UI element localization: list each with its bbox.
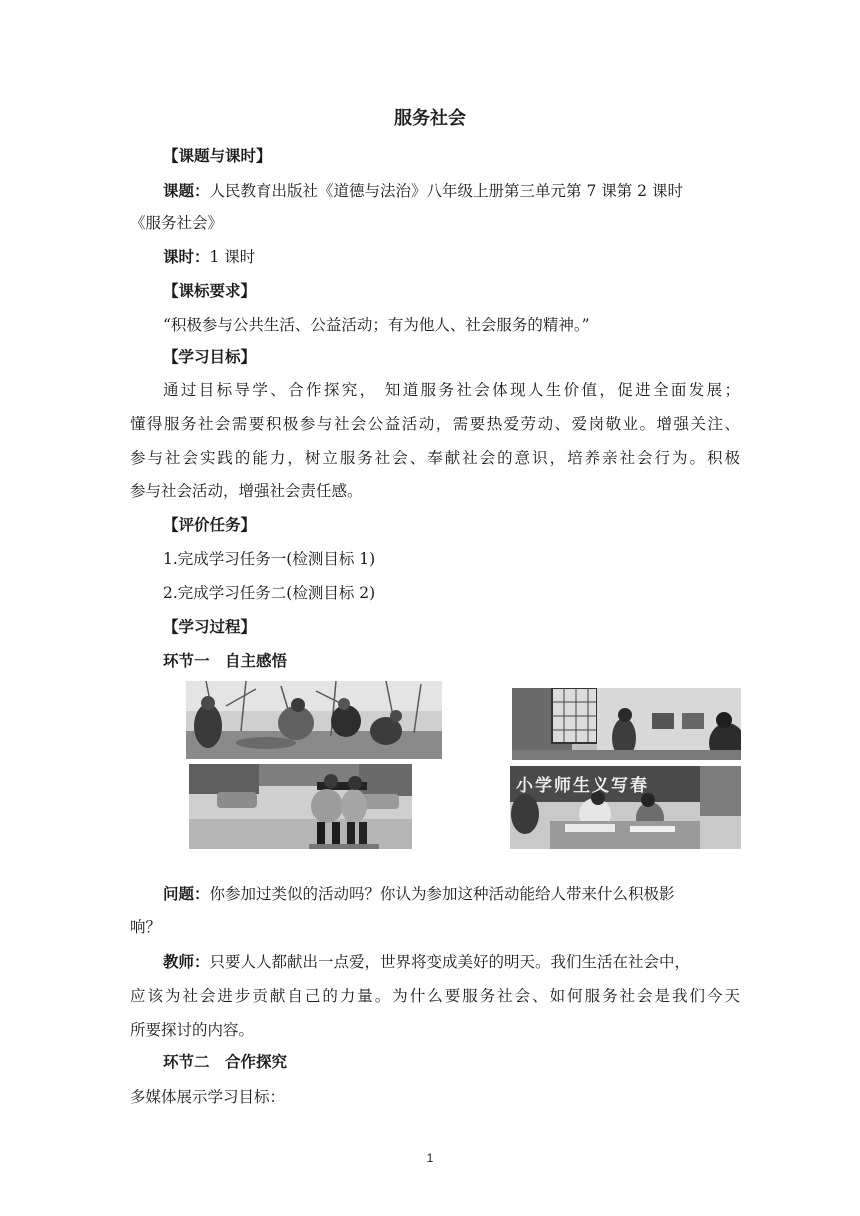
goal-line-2: 懂得服务社会需要积极参与社会公益活动，需要热爱劳动、爱岗敬业。增强关注、 [130, 415, 740, 433]
traffic-volunteers-photo [189, 764, 412, 849]
hours-line [163, 247, 773, 267]
task-item-2: 2.完成学习任务二(检测目标 2) [163, 584, 376, 602]
teacher-line-3: 所要探讨的内容。 [130, 1021, 255, 1039]
page-number: 1 [426, 1151, 434, 1165]
section-heading-evaluation: 【评价任务】 [163, 516, 257, 534]
goal-line-1: 通过目标导学、合作探究， 知道服务社会体现人生价值，促进全面发展； [163, 381, 740, 399]
goal-line-4: 参与社会活动，增强社会责任感。 [130, 482, 363, 500]
topic-line-2: 《服务社会》 [130, 214, 224, 232]
section-heading-standard: 【课标要求】 [163, 282, 257, 300]
multimedia-line: 多媒体展示学习目标： [130, 1088, 286, 1106]
teacher-line-1 [163, 952, 773, 972]
topic-line [163, 181, 773, 201]
teacher-label: 教师： [163, 953, 210, 971]
step-1-heading: 环节一 自主感悟 [163, 652, 288, 670]
step-2-heading: 环节二 合作探究 [163, 1053, 288, 1071]
question-line-1 [163, 884, 773, 904]
section-heading-goals: 【学习目标】 [163, 348, 257, 366]
question-text: 你参加过类似的活动吗？你认为参加这种活动能给人带来什么积极影 [209, 885, 675, 903]
goal-line-3: 参与社会实践的能力，树立服务社会、奉献社会的意识，培养亲社会行为。积极 [130, 449, 740, 467]
topic-text: 人民教育出版社《道德与法治》八年级上册第三单元第 7 课第 2 课时 [209, 182, 683, 200]
gallery-volunteer-photo [512, 688, 741, 760]
teacher-line-2: 应该为社会进步贡献自己的力量。为什么要服务社会、如何服务社会是我们今天 [130, 987, 740, 1005]
calligraphy-event-photo [510, 766, 741, 849]
question-label: 问题： [163, 885, 210, 903]
topic-label: 课题： [163, 182, 210, 200]
section-heading-topic-hours: 【课题与课时】 [163, 147, 272, 165]
tree-planting-photo [186, 681, 442, 759]
teacher-text: 只要人人都献出一点爱，世界将变成美好的明天。我们生活在社会中， [209, 953, 691, 971]
task-item-1: 1.完成学习任务一(检测目标 1) [163, 550, 376, 568]
page-title: 服务社会 [394, 108, 466, 129]
hours-value: 1 课时 [209, 248, 256, 266]
question-line-2: 响？ [130, 918, 162, 936]
standard-quote: “积极参与公共生活、公益活动；有为他人、社会服务的精神。” [163, 316, 590, 334]
section-heading-process: 【学习过程】 [163, 618, 257, 636]
banner-text: 小学师生义写春 [516, 776, 649, 796]
hours-label: 课时： [163, 248, 210, 266]
